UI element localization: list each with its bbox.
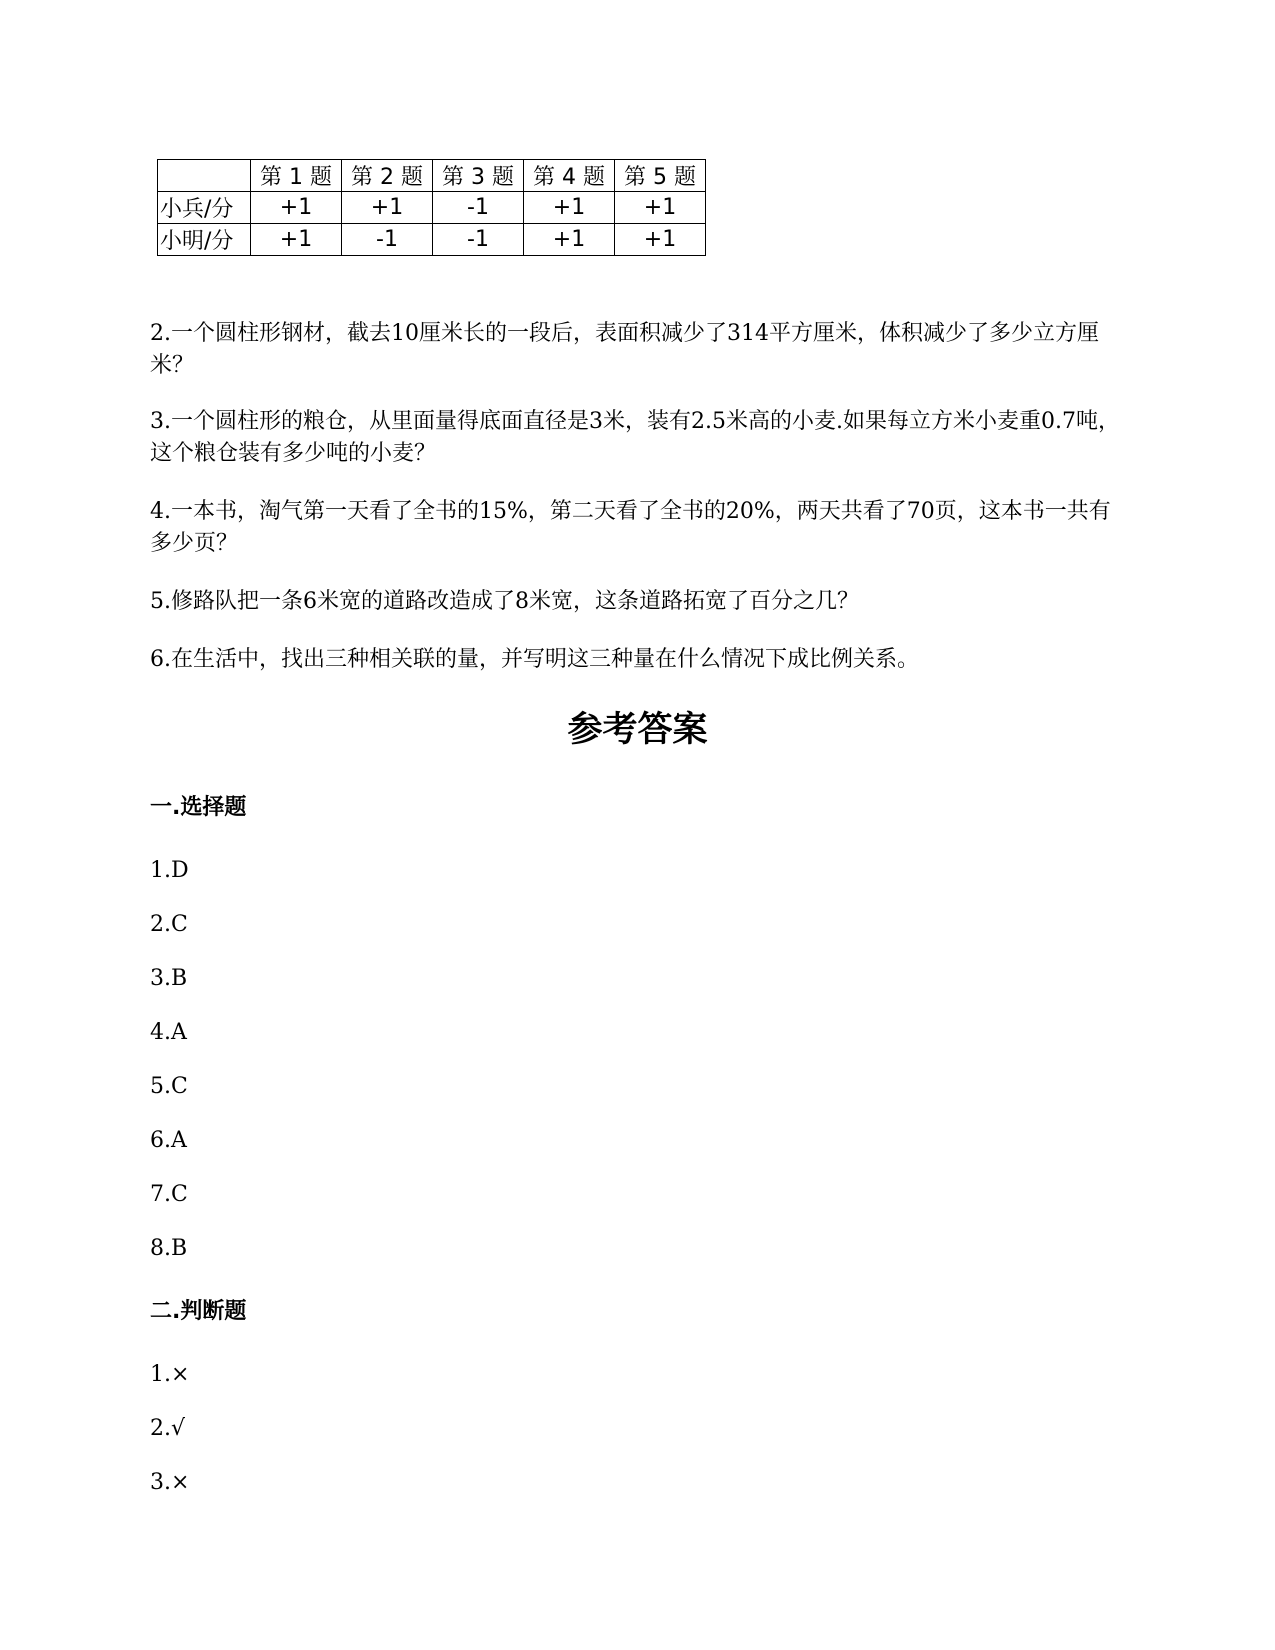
table-cell: +1 xyxy=(251,224,342,256)
question-6: 6.在生活中，找出三种相关联的量，并写明这三种量在什么情况下成比例关系。 xyxy=(150,647,919,672)
answer-item: 7.C xyxy=(150,1182,188,1207)
answer-item: 5.C xyxy=(150,1074,188,1099)
answer-item: 6.A xyxy=(150,1128,187,1153)
answer-title: 参考答案 xyxy=(567,710,708,750)
answer-item: 2.C xyxy=(150,912,188,937)
table-cell: +1 xyxy=(524,192,615,224)
answer-item: 1.× xyxy=(150,1362,190,1387)
answer-item: 3.B xyxy=(150,966,188,991)
table-header-cell: 第 2 题 xyxy=(342,160,433,192)
question-3: 3.一个圆柱形的粮仓，从里面量得底面直径是3米，装有2.5米高的小麦.如果每立方米小麦重0.7吨，这个粮仓装有多少吨的小麦？ xyxy=(150,409,1120,466)
table-cell: +1 xyxy=(615,192,706,224)
answer-item: 4.A xyxy=(150,1020,187,1045)
table-row-label: 小明/分 xyxy=(158,224,251,256)
table-cell: -1 xyxy=(433,192,524,224)
answer-item: 1.D xyxy=(150,858,189,883)
table-header-cell: 第 5 题 xyxy=(615,160,706,192)
question-2: 2.一个圆柱形钢材，截去10厘米长的一段后，表面积减少了314平方厘米，体积减少了多少立方厘米？ xyxy=(150,321,1099,378)
table-cell: +1 xyxy=(615,224,706,256)
section-heading-choice: 一.选择题 xyxy=(150,795,247,820)
table-header-cell: 第 3 题 xyxy=(433,160,524,192)
table-row xyxy=(158,192,706,224)
answer-item: 2.√ xyxy=(150,1416,186,1441)
section-heading-judge: 二.判断题 xyxy=(150,1299,247,1324)
question-5: 5.修路队把一条6米宽的道路改造成了8米宽，这条道路拓宽了百分之几？ xyxy=(150,589,859,614)
table-cell: -1 xyxy=(433,224,524,256)
table-corner-cell xyxy=(158,160,251,192)
table-header-row xyxy=(158,160,706,192)
table-cell: +1 xyxy=(342,192,433,224)
table-row xyxy=(158,224,706,256)
table-cell: +1 xyxy=(524,224,615,256)
table-header-cell: 第 4 题 xyxy=(524,160,615,192)
answer-item: 8.B xyxy=(150,1236,188,1261)
table-header-cell: 第 1 题 xyxy=(251,160,342,192)
score-table xyxy=(157,159,706,256)
table-cell: +1 xyxy=(251,192,342,224)
table-cell: -1 xyxy=(342,224,433,256)
table-row-label: 小兵/分 xyxy=(158,192,251,224)
answer-item: 3.× xyxy=(150,1470,190,1495)
question-4: 4.一本书，淘气第一天看了全书的15%，第二天看了全书的20%，两天共看了70页，这本书一共有多少页？ xyxy=(150,499,1111,556)
